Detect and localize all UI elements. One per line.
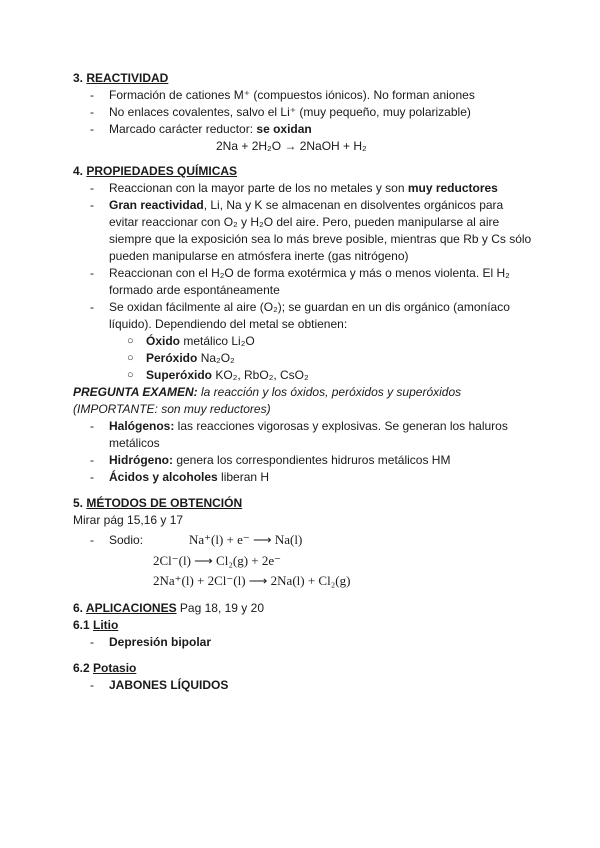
list-item-text: liberan H [217, 470, 270, 484]
list-item-bold: Gran reactividad [109, 198, 204, 212]
section-3-number: 3. [73, 71, 87, 85]
reaction-equation: 2Na + 2H₂O → 2NaOH + H₂ [216, 139, 367, 153]
document-page [73, 70, 533, 694]
list-item [73, 121, 533, 138]
subsection-6-2-heading [73, 660, 533, 677]
subsection-6-2-list [73, 677, 533, 694]
subsection-number: 6.2 [73, 661, 94, 675]
list-item: - Formación de cationes M⁺ (compuestos iónicos). No forman aniones [73, 87, 533, 104]
list-item [73, 469, 533, 486]
list-item-bold: muy reductores [407, 181, 498, 195]
subsection-title: Litio [93, 618, 119, 632]
section-4-title: PROPIEDADES QUÍMICAS [86, 164, 238, 178]
section-3-title: REACTIVIDAD [86, 71, 169, 85]
list-item-bold: Depresión bipolar [109, 635, 212, 649]
list-item-text: , Li, Na y K se almacenan en disolventes orgánicos para evitar reaccionar con O₂ y H₂O del aire. Pero, pueden manipularse al aire siempre que la exposición sea lo más breve posible, mientras que Rb y Cs sólo pueden manipularse en atmósfera inerte (gas nitrógeno) [109, 198, 532, 263]
list-item [73, 418, 533, 452]
reaction-formula: 2Cl⁻(l) ⟶ Cl₂(g) + 2e⁻ [153, 553, 281, 568]
list-item-text: Marcado carácter reductor: [109, 122, 257, 136]
section-3-list [73, 87, 533, 138]
list-item-bold: Hidrógeno: [109, 453, 173, 467]
list-item-bold: Halógenos: [109, 419, 175, 433]
oxide-type: Peróxido [146, 351, 198, 365]
section-4-list [73, 180, 533, 333]
subsection-6-1-heading [73, 617, 533, 634]
section-5-number: 5. [73, 496, 87, 510]
list-item-text: genera los correspondientes hidruros metálicos HM [173, 453, 451, 467]
list-item [73, 180, 533, 197]
list-item-text: Reaccionan con la mayor parte de los no metales y son [109, 181, 408, 195]
section-6-title: APLICACIONES [85, 601, 177, 615]
list-item [73, 677, 533, 694]
reaction-row [73, 529, 533, 551]
section-4-heading [73, 163, 533, 180]
oxide-formula: metálico Li₂O [180, 334, 255, 348]
oxide-item [73, 367, 533, 384]
list-item: - No enlaces covalentes, salvo el Li⁺ (muy pequeño, muy polarizable) [73, 104, 533, 121]
exam-note-label: PREGUNTA EXAMEN: [73, 385, 198, 399]
list-item: - Se oxidan fácilmente al aire (O₂); se guardan en un dis orgánico (amoníaco líquido). Dependiendo del metal se obtienen: [73, 299, 533, 333]
list-item-text: las reacciones vigorosas y explosivas. Se generan los haluros metálicos [109, 419, 508, 450]
oxide-formula: Na₂O₂ [197, 351, 235, 365]
exam-note-text: la reacción y los óxidos, peróxidos y superóxidos (IMPORTANTE: son muy reductores) [73, 385, 462, 416]
oxide-item [73, 333, 533, 350]
section-5-heading [73, 495, 533, 512]
oxide-type: Superóxido [146, 368, 213, 382]
list-item [73, 634, 533, 651]
page-reference: Mirar pág 15,16 y 17 [73, 513, 184, 527]
section-6-pages: Pag 18, 19 y 20 [176, 601, 264, 615]
section-5-title: MÉTODOS DE OBTENCIÓN [86, 496, 243, 510]
reaction-formula: Na⁺(l) + e⁻ ⟶ Na(l) [189, 532, 303, 547]
list-item-bold: se oxidan [256, 122, 312, 136]
subsection-6-1-list [73, 634, 533, 651]
oxides-list [73, 333, 533, 384]
subsection-title: Potasio [93, 661, 137, 675]
oxide-formula: KO₂, RbO₂, CsO₂ [212, 368, 309, 382]
list-item-bold: Ácidos y alcoholes [109, 470, 218, 484]
oxide-item [73, 350, 533, 367]
section-3-heading [73, 70, 533, 87]
list-item [73, 197, 533, 265]
section-6-number: 6. [73, 601, 86, 615]
section-4-number: 4. [73, 164, 87, 178]
list-item-bold: JABONES LÍQUIDOS [109, 678, 229, 692]
section-6-heading [73, 600, 533, 617]
sodio-label: - Sodio: [73, 530, 189, 551]
reaction-formula: 2Na⁺(l) + 2Cl⁻(l) ⟶ 2Na(l) + Cl₂(g) [153, 573, 351, 588]
exam-list [73, 418, 533, 486]
exam-note [73, 384, 533, 418]
list-item [73, 452, 533, 469]
subsection-number: 6.1 [73, 618, 94, 632]
list-item: - Reaccionan con el H₂O de forma exotérmica y más o menos violenta. El H₂ formado arde espontáneamente [73, 265, 533, 299]
oxide-type: Óxido [146, 334, 181, 348]
